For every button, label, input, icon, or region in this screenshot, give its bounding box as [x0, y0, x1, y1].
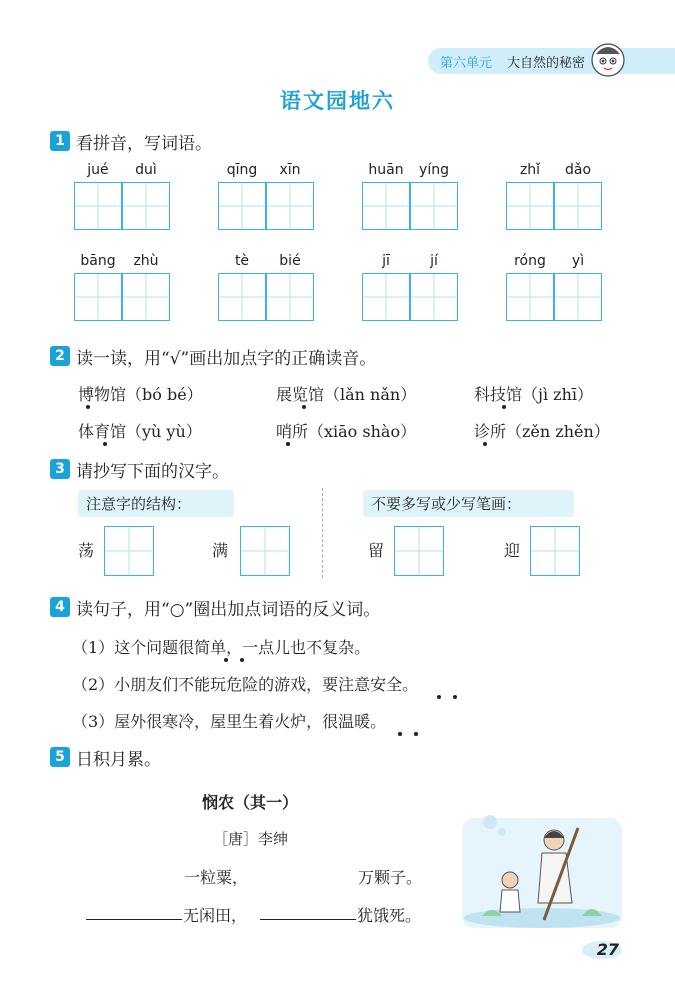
question-text: 读句子，用“○”圈出加点词语的反义词。 [76, 600, 381, 620]
pinyin-label: huān [368, 162, 404, 178]
reading-item: 诊所（zěn zhěn） [474, 422, 610, 441]
fill-blank[interactable] [260, 918, 356, 920]
page-title: 语文园地六 [280, 89, 395, 113]
reading-item: 哨所（xiāo shào） [276, 422, 417, 441]
pinyin-label: zhǐ [519, 162, 541, 178]
hint-structure: 注意字的结构： [78, 490, 234, 517]
pinyin-label: duì [135, 162, 157, 178]
poem-author: ［唐］李绅 [213, 830, 289, 848]
pinyin-label: bié [279, 253, 301, 269]
reading-item: 科技馆（jì zhī） [474, 385, 594, 404]
farmer-illustration [462, 808, 622, 928]
pinyin-label: yì [571, 253, 585, 269]
unit-title: 大自然的秘密 [507, 56, 586, 71]
copy-char: 荡 [78, 541, 95, 560]
writing-grid[interactable] [74, 273, 122, 321]
unit-number: 第六单元 [440, 56, 493, 71]
divider [322, 488, 324, 578]
writing-grid[interactable] [506, 182, 554, 230]
emphasis-dot [224, 658, 228, 662]
writing-grid[interactable] [554, 182, 602, 230]
reading-item: 体育馆（yù yù） [78, 422, 202, 441]
pinyin-label: bāng [80, 253, 116, 269]
writing-grid[interactable] [530, 526, 580, 576]
writing-grid[interactable] [362, 182, 410, 230]
writing-grid[interactable] [410, 273, 458, 321]
fill-blank[interactable] [86, 918, 182, 920]
sentence: （3）屋外很寒冷，屋里生着火炉，很温暖。 [72, 712, 387, 731]
pinyin-label: dǎo [564, 162, 592, 178]
writing-grid[interactable] [218, 273, 266, 321]
writing-grid[interactable] [218, 182, 266, 230]
emphasis-dot [437, 695, 441, 699]
writing-grid[interactable] [122, 182, 170, 230]
writing-grid[interactable] [74, 182, 122, 230]
poem-line: 无闲田， [183, 906, 248, 925]
emphasis-dot [103, 442, 107, 446]
question-number: 1 [50, 131, 70, 151]
copy-char: 满 [212, 541, 229, 560]
question-text: 读一读，用“√”画出加点字的正确读音。 [76, 349, 377, 369]
pinyin-label: jí [430, 253, 438, 269]
sentence: （1）这个问题很简单，一点儿也不复杂。 [72, 638, 371, 657]
writing-grid[interactable] [362, 273, 410, 321]
writing-grid[interactable] [554, 273, 602, 321]
reading-item: 展览馆（lǎn nǎn） [276, 385, 417, 404]
emphasis-dot [414, 732, 418, 736]
pinyin-label: qīng [226, 162, 258, 178]
sentence: （2）小朋友们不能玩危险的游戏，要注意安全。 [72, 675, 419, 694]
writing-grid[interactable] [506, 273, 554, 321]
question-number: 3 [50, 459, 70, 479]
question-number: 5 [50, 747, 70, 767]
question-text: 看拼音，写词语。 [76, 134, 212, 154]
poem-line: 一粒粟， [184, 868, 249, 887]
mascot-icon [590, 40, 626, 80]
pinyin-label: jī [382, 253, 390, 269]
writing-grid[interactable] [122, 273, 170, 321]
emphasis-dot [86, 405, 90, 409]
hint-strokes: 不要多写或少写笔画： [363, 490, 574, 517]
writing-grid[interactable] [394, 526, 444, 576]
question-text: 请抄写下面的汉字。 [76, 462, 229, 482]
emphasis-dot [302, 405, 306, 409]
writing-grid[interactable] [266, 273, 314, 321]
poem-line: 犹饿死。 [357, 906, 422, 925]
emphasis-dot [240, 658, 244, 662]
reading-item: 博物馆（bó bé） [78, 385, 203, 404]
pinyin-label: zhù [133, 253, 159, 269]
pinyin-label: róng [514, 253, 546, 269]
page-number: 27 [596, 940, 619, 959]
question-text: 日积月累。 [76, 750, 161, 770]
writing-grid[interactable] [240, 526, 290, 576]
pinyin-label: yíng [419, 162, 449, 178]
copy-char: 迎 [504, 541, 521, 560]
pinyin-label: tè [234, 253, 250, 269]
writing-grid[interactable] [410, 182, 458, 230]
question-number: 2 [50, 346, 70, 366]
poem-title: 悯农（其一） [202, 793, 299, 812]
writing-grid[interactable] [266, 182, 314, 230]
emphasis-dot [483, 442, 487, 446]
writing-grid[interactable] [104, 526, 154, 576]
copy-char: 留 [368, 541, 385, 560]
emphasis-dot [398, 732, 402, 736]
emphasis-dot [502, 405, 506, 409]
emphasis-dot [453, 695, 457, 699]
pinyin-label: jué [87, 162, 109, 178]
pinyin-label: xīn [279, 162, 301, 178]
question-number: 4 [50, 597, 70, 617]
emphasis-dot [286, 442, 290, 446]
poem-line: 万颗子。 [358, 868, 423, 887]
